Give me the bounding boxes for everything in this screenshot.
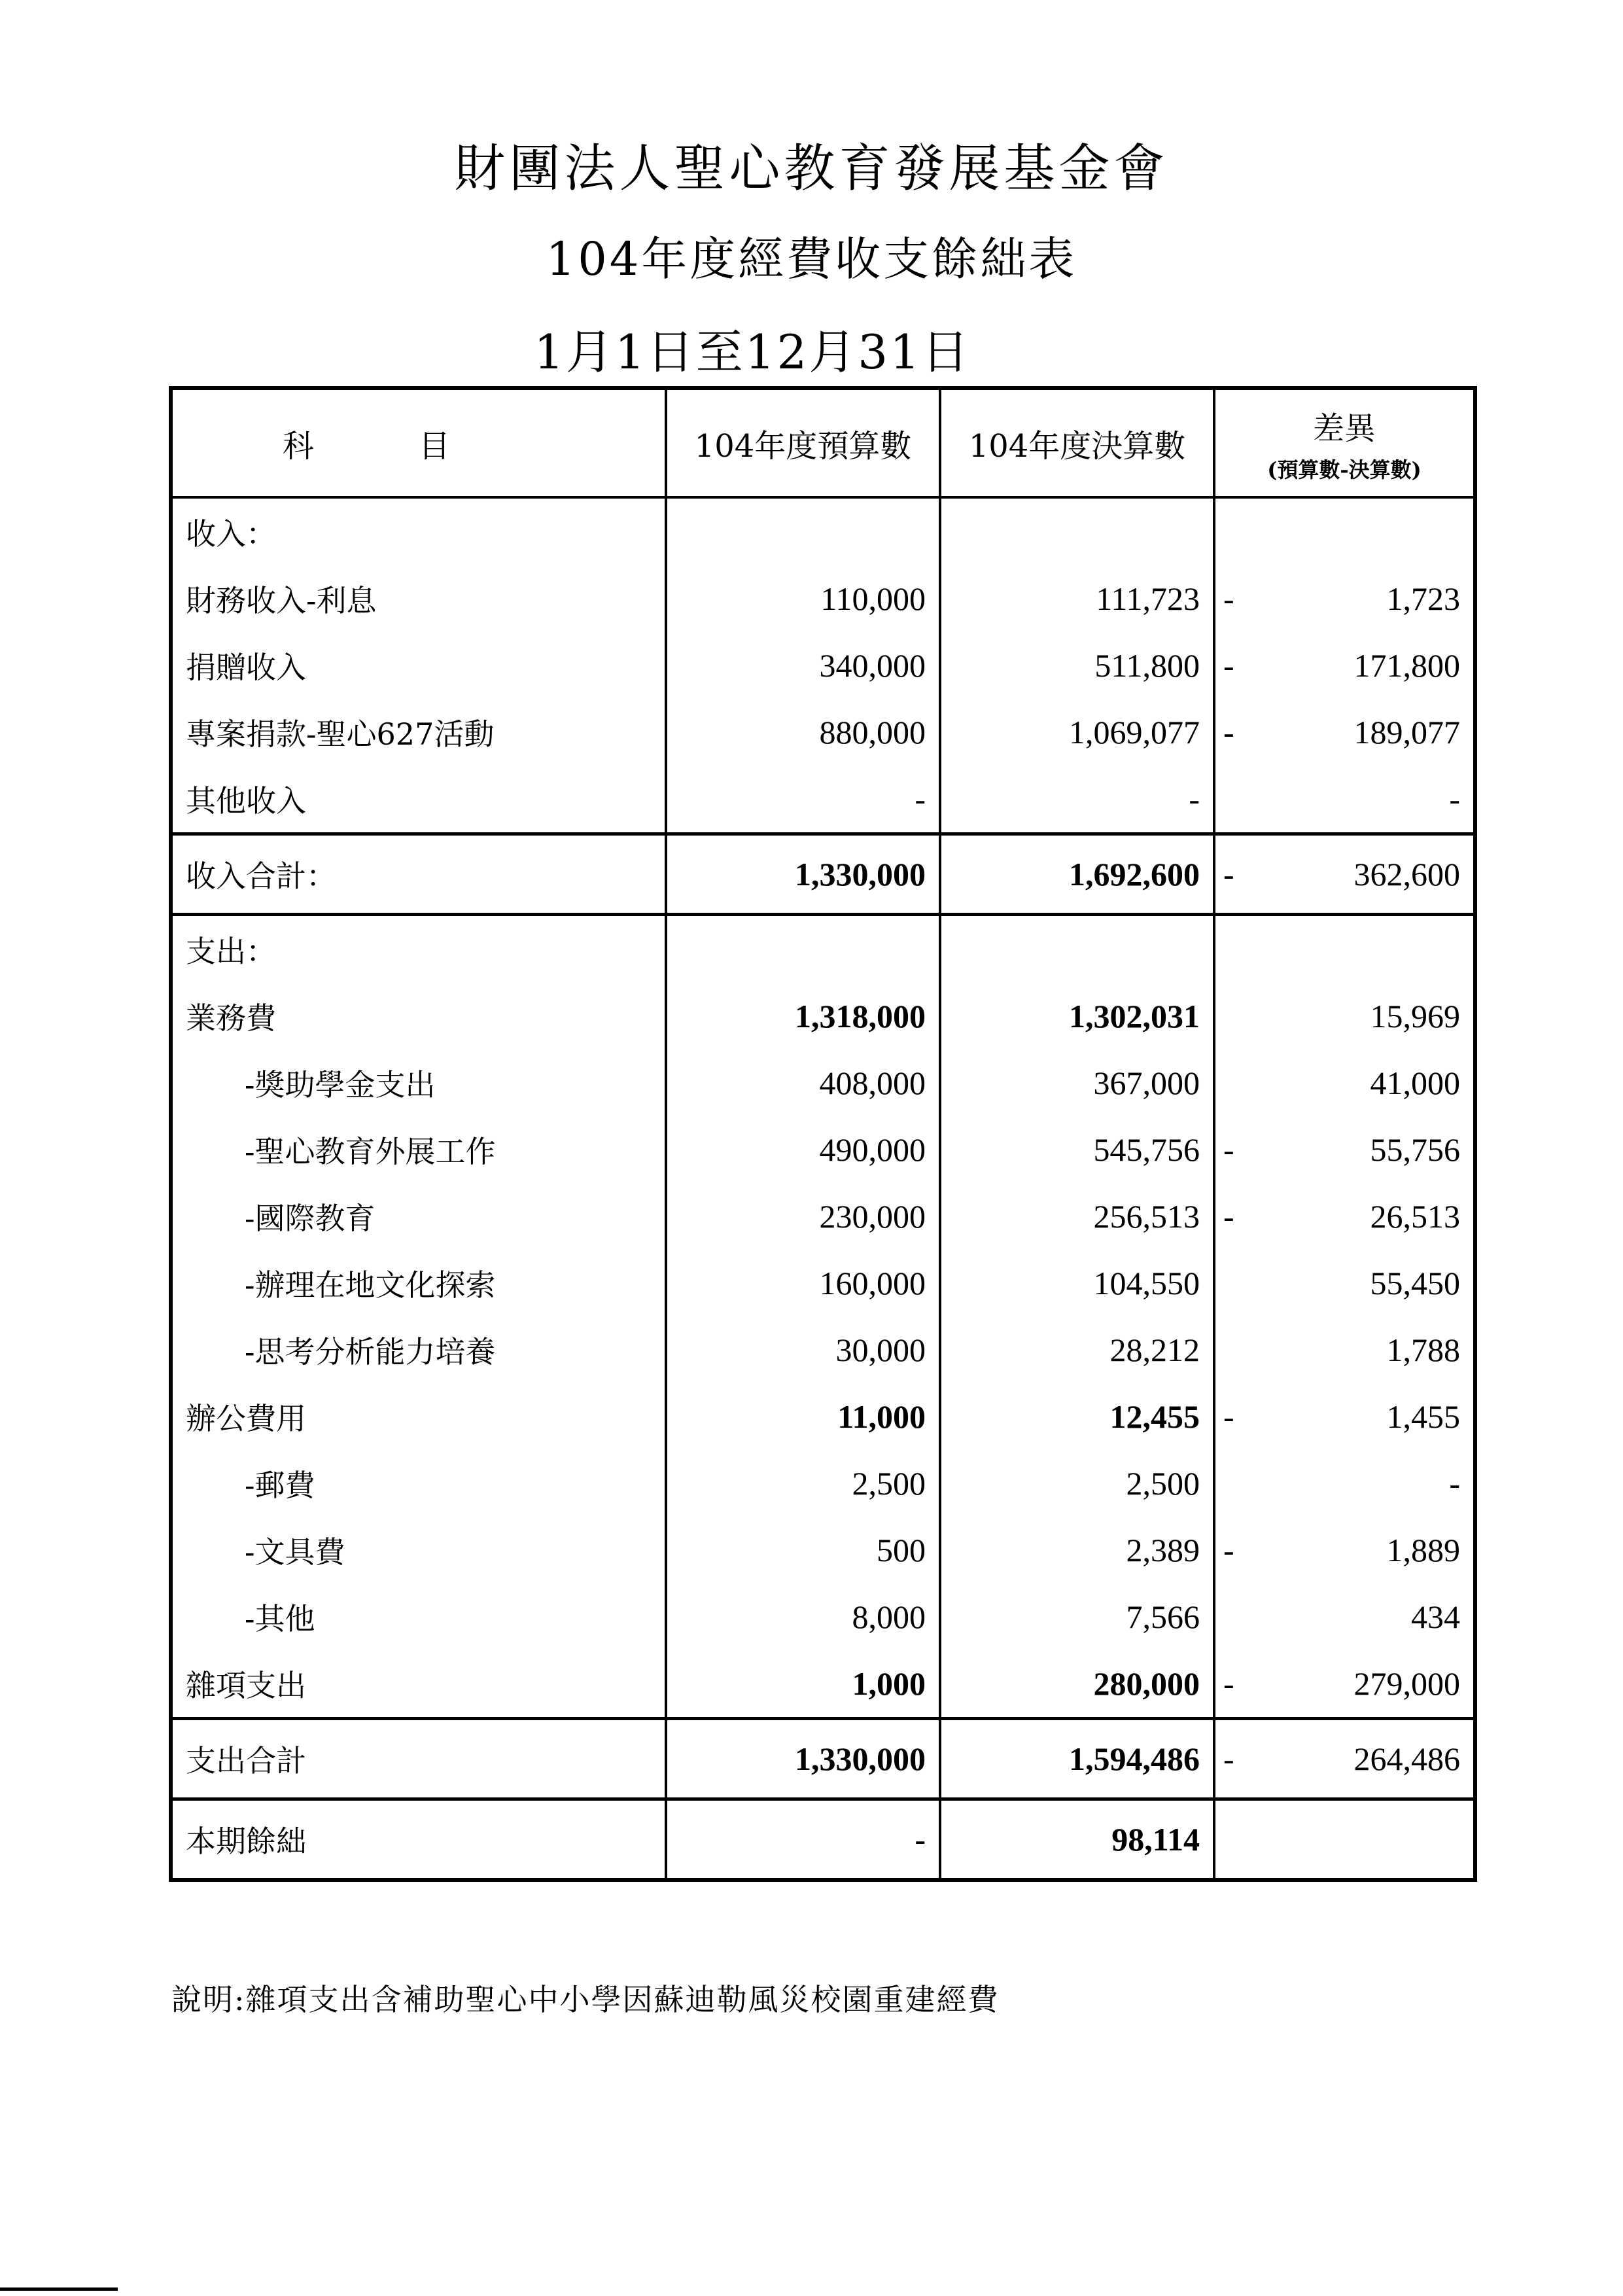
diff-cell [1214,1050,1475,1116]
diff-cell [1214,983,1475,1050]
actual-cell: 511,800 [940,632,1214,699]
row-label: 收入： [171,497,666,565]
diff-value: - [1449,781,1460,817]
budget-cell: 1,000 [666,1650,940,1719]
diff-value: 279,000 [1353,1665,1460,1702]
diff-cell [1214,699,1475,766]
row-label: 捐贈收入 [171,632,666,699]
budget-cell: 1,330,000 [666,834,940,915]
negative-sign: - [1223,647,1234,684]
row-label: -聖心教育外展工作 [171,1116,666,1183]
budget-cell: 2,500 [666,1450,940,1517]
table-row [171,1799,1475,1881]
diff-value: 434 [1411,1598,1460,1635]
actual-cell: 12,455 [940,1383,1214,1450]
actual-cell: 1,302,031 [940,983,1214,1050]
row-label: -郵費 [171,1450,666,1517]
diff-cell [1214,1183,1475,1250]
budget-cell [666,915,940,983]
actual-cell: 2,500 [940,1450,1214,1517]
row-label: 專案捐款-聖心627活動 [171,699,666,766]
row-label: 支出： [171,915,666,983]
actual-cell [940,915,1214,983]
table-row [171,766,1475,834]
diff-value: 55,756 [1370,1131,1460,1168]
negative-sign: - [1223,856,1234,892]
row-label: -辦理在地文化探索 [171,1250,666,1316]
actual-cell [940,497,1214,565]
table-row [171,699,1475,766]
table-row [171,1719,1475,1799]
actual-cell: 2,389 [940,1517,1214,1583]
budget-cell: 230,000 [666,1183,940,1250]
table-row [171,632,1475,699]
header-actual: 104年度決算數 [940,388,1214,497]
diff-value: 15,969 [1370,998,1460,1034]
row-label: 收入合計： [171,834,666,915]
diff-cell [1214,1316,1475,1383]
header-diff [1214,388,1475,497]
diff-cell [1214,1583,1475,1650]
budget-cell: - [666,766,940,834]
table-row [171,915,1475,983]
organization-title: 財團法人聖心教育發展基金會 [454,139,1169,198]
negative-sign: - [1223,714,1234,751]
actual-cell: 280,000 [940,1650,1214,1719]
actual-cell: 256,513 [940,1183,1214,1250]
negative-sign: - [1223,1198,1234,1235]
scan-edge-line [0,2287,118,2291]
report-period: 1月1日至12月31日 [534,325,971,380]
header-diff-note: (預算數-決算數) [1267,457,1422,482]
row-label: 業務費 [171,983,666,1050]
diff-cell [1214,1719,1475,1799]
diff-value: 1,723 [1386,580,1460,617]
row-label: 財務收入-利息 [171,565,666,632]
actual-cell: 367,000 [940,1050,1214,1116]
negative-sign: - [1223,1740,1234,1777]
row-label: -獎助學金支出 [171,1050,666,1116]
table-row [171,1383,1475,1450]
actual-cell: 1,594,486 [940,1719,1214,1799]
table-row [171,1250,1475,1316]
diff-cell [1214,632,1475,699]
actual-cell: 98,114 [940,1799,1214,1881]
row-label: 本期餘絀 [171,1799,666,1881]
diff-cell [1214,834,1475,915]
income-expense-table [169,386,1477,1882]
negative-sign: - [1223,580,1234,617]
diff-cell [1214,1517,1475,1583]
diff-value: 362,600 [1353,856,1460,892]
table-row [171,1517,1475,1583]
negative-sign: - [1223,1665,1234,1702]
actual-cell: 7,566 [940,1583,1214,1650]
table-body [171,497,1475,1880]
row-label: -思考分析能力培養 [171,1316,666,1383]
actual-cell: 104,550 [940,1250,1214,1316]
diff-cell [1214,1116,1475,1183]
budget-cell: 490,000 [666,1116,940,1183]
diff-value: 189,077 [1353,714,1460,751]
budget-cell: 340,000 [666,632,940,699]
table-row [171,1316,1475,1383]
budget-cell: 408,000 [666,1050,940,1116]
footnote: 說明:雜項支出含補助聖心中小學因蘇迪勒風災校園重建經費 [171,1982,1000,2017]
table-row [171,1650,1475,1719]
table-row [171,1116,1475,1183]
budget-cell: 880,000 [666,699,940,766]
actual-cell: 545,756 [940,1116,1214,1183]
negative-sign: - [1223,1131,1234,1168]
diff-value: - [1449,1465,1460,1502]
diff-value: 1,788 [1386,1332,1460,1368]
actual-cell: 1,692,600 [940,834,1214,915]
budget-cell: 30,000 [666,1316,940,1383]
budget-cell: 500 [666,1517,940,1583]
row-label: -文具費 [171,1517,666,1583]
actual-cell: - [940,766,1214,834]
budget-cell: 1,330,000 [666,1719,940,1799]
table-row [171,497,1475,565]
header-subject: 科目 [171,388,666,497]
diff-value: 1,455 [1386,1398,1460,1435]
budget-cell: 160,000 [666,1250,940,1316]
table-header-row [171,388,1475,497]
table-row [171,1583,1475,1650]
table-row [171,565,1475,632]
budget-cell: 8,000 [666,1583,940,1650]
diff-cell [1214,1799,1475,1881]
diff-cell [1214,1250,1475,1316]
table-row [171,1050,1475,1116]
budget-cell: 11,000 [666,1383,940,1450]
actual-cell: 111,723 [940,565,1214,632]
diff-value: 26,513 [1370,1198,1460,1235]
diff-cell [1214,915,1475,983]
row-label: -其他 [171,1583,666,1650]
table-row [171,834,1475,915]
actual-cell: 28,212 [940,1316,1214,1383]
diff-cell [1214,766,1475,834]
diff-cell [1214,565,1475,632]
diff-cell [1214,497,1475,565]
row-label: -國際教育 [171,1183,666,1250]
row-label: 其他收入 [171,766,666,834]
budget-cell: 110,000 [666,565,940,632]
diff-cell [1214,1650,1475,1719]
diff-cell [1214,1383,1475,1450]
diff-cell [1214,1450,1475,1517]
table-row [171,983,1475,1050]
budget-cell: - [666,1799,940,1881]
header-budget: 104年度預算數 [666,388,940,497]
table-row [171,1183,1475,1250]
budget-cell: 1,318,000 [666,983,940,1050]
diff-value: 41,000 [1370,1065,1460,1101]
diff-value: 264,486 [1353,1740,1460,1777]
negative-sign: - [1223,1398,1234,1435]
row-label: 支出合計 [171,1719,666,1799]
diff-value: 171,800 [1353,647,1460,684]
table-row [171,1450,1475,1517]
negative-sign: - [1223,1532,1234,1568]
diff-value: 55,450 [1370,1265,1460,1301]
row-label: 雜項支出 [171,1650,666,1719]
row-label: 辦公費用 [171,1383,666,1450]
diff-value: 1,889 [1386,1532,1460,1568]
header-diff-label: 差異 [1313,410,1376,447]
report-title: 104年度經費收支餘絀表 [546,232,1077,286]
budget-cell [666,497,940,565]
actual-cell: 1,069,077 [940,699,1214,766]
